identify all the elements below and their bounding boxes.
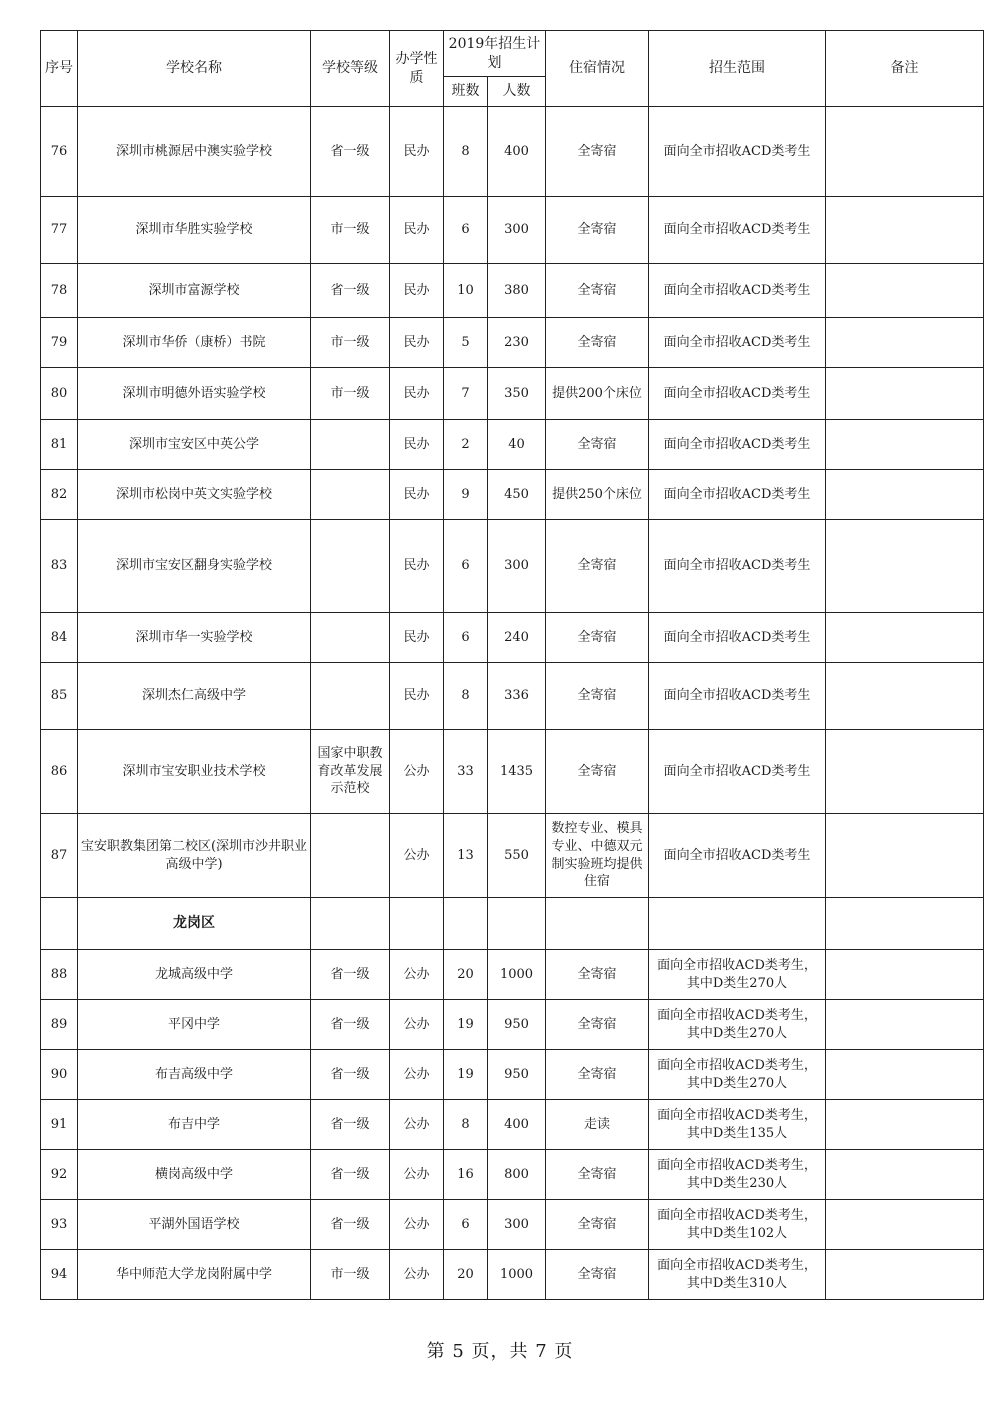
cell-scope: 面向全市招收ACD类考生 bbox=[649, 814, 826, 898]
cell-type: 民办 bbox=[390, 107, 444, 197]
table-row bbox=[41, 420, 984, 470]
cell-notes bbox=[826, 814, 984, 898]
cell-classes: 6 bbox=[444, 520, 488, 613]
table-row bbox=[41, 368, 984, 420]
district-label: 龙岗区 bbox=[78, 898, 311, 950]
cell-level: 省一级 bbox=[311, 950, 390, 1000]
cell-level: 省一级 bbox=[311, 1000, 390, 1050]
cell-students: 400 bbox=[488, 1100, 546, 1150]
cell-type: 民办 bbox=[390, 470, 444, 520]
table-row bbox=[41, 1050, 984, 1100]
cell-housing: 提供200个床位 bbox=[546, 368, 649, 420]
cell-housing: 全寄宿 bbox=[546, 1250, 649, 1300]
cell-classes: 2 bbox=[444, 420, 488, 470]
cell-scope: 面向全市招收ACD类考生 bbox=[649, 264, 826, 318]
cell-housing: 全寄宿 bbox=[546, 197, 649, 264]
cell-name: 深圳市桃源居中澳实验学校 bbox=[78, 107, 311, 197]
cell-housing: 数控专业、模具专业、中德双元制实验班均提供住宿 bbox=[546, 814, 649, 898]
cell-notes bbox=[826, 318, 984, 368]
cell-housing: 全寄宿 bbox=[546, 730, 649, 814]
cell-scope: 面向全市招收ACD类考生 bbox=[649, 663, 826, 730]
cell-students: 950 bbox=[488, 1050, 546, 1100]
cell-notes bbox=[826, 264, 984, 318]
cell-level: 省一级 bbox=[311, 264, 390, 318]
cell-scope: 面向全市招收ACD类考生 bbox=[649, 420, 826, 470]
header-plan: 2019年招生计划 bbox=[444, 31, 546, 77]
cell-students: 300 bbox=[488, 197, 546, 264]
cell-classes: 6 bbox=[444, 197, 488, 264]
header-seq: 序号 bbox=[41, 31, 78, 107]
cell-type: 公办 bbox=[390, 1150, 444, 1200]
cell-seq: 83 bbox=[41, 520, 78, 613]
cell-classes: 5 bbox=[444, 318, 488, 368]
cell-level bbox=[311, 420, 390, 470]
cell-housing: 全寄宿 bbox=[546, 1200, 649, 1250]
cell-type: 民办 bbox=[390, 420, 444, 470]
cell-type: 民办 bbox=[390, 368, 444, 420]
cell-scope: 面向全市招收ACD类考生，其中D类生230人 bbox=[649, 1150, 826, 1200]
cell-seq: 89 bbox=[41, 1000, 78, 1050]
cell-name: 深圳市富源学校 bbox=[78, 264, 311, 318]
cell-level: 省一级 bbox=[311, 1150, 390, 1200]
cell-housing: 全寄宿 bbox=[546, 1050, 649, 1100]
cell-housing: 全寄宿 bbox=[546, 950, 649, 1000]
cell-students: 300 bbox=[488, 1200, 546, 1250]
table-row bbox=[41, 613, 984, 663]
cell-notes bbox=[826, 1200, 984, 1250]
table-row bbox=[41, 520, 984, 613]
cell-seq: 92 bbox=[41, 1150, 78, 1200]
cell-name: 龙城高级中学 bbox=[78, 950, 311, 1000]
cell-classes: 19 bbox=[444, 1000, 488, 1050]
cell-students: 1000 bbox=[488, 1250, 546, 1300]
cell-classes: 10 bbox=[444, 264, 488, 318]
cell-scope: 面向全市招收ACD类考生 bbox=[649, 318, 826, 368]
cell-classes: 6 bbox=[444, 1200, 488, 1250]
cell-seq: 85 bbox=[41, 663, 78, 730]
cell-level bbox=[311, 470, 390, 520]
cell-name: 深圳市宝安区翻身实验学校 bbox=[78, 520, 311, 613]
cell-scope: 面向全市招收ACD类考生 bbox=[649, 730, 826, 814]
cell-name: 深圳杰仁高级中学 bbox=[78, 663, 311, 730]
cell-housing: 全寄宿 bbox=[546, 318, 649, 368]
cell-seq: 93 bbox=[41, 1200, 78, 1250]
cell-name: 布吉中学 bbox=[78, 1100, 311, 1150]
cell-name: 深圳市华侨（康桥）书院 bbox=[78, 318, 311, 368]
header-classes: 班数 bbox=[444, 77, 488, 107]
cell-notes bbox=[826, 420, 984, 470]
table-row bbox=[41, 1000, 984, 1050]
header-students: 人数 bbox=[488, 77, 546, 107]
table-row bbox=[41, 663, 984, 730]
cell-level bbox=[311, 663, 390, 730]
cell-seq: 78 bbox=[41, 264, 78, 318]
cell-level: 省一级 bbox=[311, 1050, 390, 1100]
cell-seq: 91 bbox=[41, 1100, 78, 1150]
cell-scope: 面向全市招收ACD类考生，其中D类生270人 bbox=[649, 1000, 826, 1050]
cell-notes bbox=[826, 950, 984, 1000]
cell-students: 1435 bbox=[488, 730, 546, 814]
cell-notes bbox=[826, 368, 984, 420]
table-row bbox=[41, 814, 984, 898]
table-row bbox=[41, 950, 984, 1000]
table-row bbox=[41, 197, 984, 264]
table-row bbox=[41, 470, 984, 520]
cell-notes bbox=[826, 1050, 984, 1100]
cell-housing: 提供250个床位 bbox=[546, 470, 649, 520]
cell-seq: 80 bbox=[41, 368, 78, 420]
district-section bbox=[41, 898, 984, 950]
cell-level: 省一级 bbox=[311, 1100, 390, 1150]
cell-type: 公办 bbox=[390, 1250, 444, 1300]
cell-students: 550 bbox=[488, 814, 546, 898]
cell-type: 公办 bbox=[390, 1050, 444, 1100]
cell-name: 深圳市宝安职业技术学校 bbox=[78, 730, 311, 814]
cell-notes bbox=[826, 663, 984, 730]
admissions-table bbox=[40, 30, 984, 1300]
district-row bbox=[41, 898, 984, 950]
cell-type: 民办 bbox=[390, 264, 444, 318]
cell-notes bbox=[826, 730, 984, 814]
header-scope: 招生范围 bbox=[649, 31, 826, 107]
cell-seq: 90 bbox=[41, 1050, 78, 1100]
table-row bbox=[41, 1100, 984, 1150]
cell-housing: 全寄宿 bbox=[546, 1000, 649, 1050]
table-row bbox=[41, 318, 984, 368]
cell-housing: 全寄宿 bbox=[546, 663, 649, 730]
cell-students: 380 bbox=[488, 264, 546, 318]
cell-type: 民办 bbox=[390, 663, 444, 730]
cell-name: 深圳市松岗中英文实验学校 bbox=[78, 470, 311, 520]
cell-level bbox=[311, 814, 390, 898]
cell-classes: 20 bbox=[444, 1250, 488, 1300]
cell-notes bbox=[826, 1150, 984, 1200]
cell-scope: 面向全市招收ACD类考生 bbox=[649, 520, 826, 613]
cell-students: 350 bbox=[488, 368, 546, 420]
cell-housing: 全寄宿 bbox=[546, 613, 649, 663]
cell-type: 公办 bbox=[390, 730, 444, 814]
cell-level: 省一级 bbox=[311, 107, 390, 197]
cell-name: 深圳市宝安区中英公学 bbox=[78, 420, 311, 470]
cell-scope: 面向全市招收ACD类考生 bbox=[649, 197, 826, 264]
cell-scope: 面向全市招收ACD类考生，其中D类生102人 bbox=[649, 1200, 826, 1250]
cell-students: 300 bbox=[488, 520, 546, 613]
cell-notes bbox=[826, 107, 984, 197]
cell-notes bbox=[826, 613, 984, 663]
cell-seq: 79 bbox=[41, 318, 78, 368]
cell-level: 市一级 bbox=[311, 1250, 390, 1300]
cell-type: 公办 bbox=[390, 814, 444, 898]
header-row bbox=[41, 31, 984, 77]
cell-housing: 全寄宿 bbox=[546, 264, 649, 318]
cell-classes: 9 bbox=[444, 470, 488, 520]
page-footer: 第 5 页，共 7 页 bbox=[426, 1341, 574, 1362]
header-notes: 备注 bbox=[826, 31, 984, 107]
cell-name: 深圳市华一实验学校 bbox=[78, 613, 311, 663]
cell-seq: 76 bbox=[41, 107, 78, 197]
cell-name: 平湖外国语学校 bbox=[78, 1200, 311, 1250]
cell-scope: 面向全市招收ACD类考生 bbox=[649, 107, 826, 197]
cell-housing: 走读 bbox=[546, 1100, 649, 1150]
cell-students: 230 bbox=[488, 318, 546, 368]
cell-students: 450 bbox=[488, 470, 546, 520]
cell-seq: 88 bbox=[41, 950, 78, 1000]
cell-level bbox=[311, 613, 390, 663]
cell-students: 950 bbox=[488, 1000, 546, 1050]
cell-level: 国家中职教育改革发展示范校 bbox=[311, 730, 390, 814]
cell-type: 公办 bbox=[390, 1100, 444, 1150]
cell-classes: 6 bbox=[444, 613, 488, 663]
cell-seq: 87 bbox=[41, 814, 78, 898]
cell-level: 市一级 bbox=[311, 318, 390, 368]
cell-scope: 面向全市招收ACD类考生，其中D类生270人 bbox=[649, 950, 826, 1000]
header-level: 学校等级 bbox=[311, 31, 390, 107]
cell-level: 市一级 bbox=[311, 197, 390, 264]
cell-notes bbox=[826, 470, 984, 520]
cell-scope: 面向全市招收ACD类考生 bbox=[649, 368, 826, 420]
cell-classes: 20 bbox=[444, 950, 488, 1000]
cell-name: 宝安职教集团第二校区(深圳市沙井职业高级中学) bbox=[78, 814, 311, 898]
cell-students: 1000 bbox=[488, 950, 546, 1000]
cell-notes bbox=[826, 520, 984, 613]
table-row bbox=[41, 1250, 984, 1300]
cell-notes bbox=[826, 1000, 984, 1050]
cell-classes: 8 bbox=[444, 107, 488, 197]
cell-notes bbox=[826, 197, 984, 264]
cell-type: 民办 bbox=[390, 520, 444, 613]
table-row bbox=[41, 1150, 984, 1200]
table-row bbox=[41, 107, 984, 197]
cell-classes: 8 bbox=[444, 663, 488, 730]
cell-students: 800 bbox=[488, 1150, 546, 1200]
cell-classes: 16 bbox=[444, 1150, 488, 1200]
cell-housing: 全寄宿 bbox=[546, 1150, 649, 1200]
cell-level bbox=[311, 520, 390, 613]
cell-seq: 94 bbox=[41, 1250, 78, 1300]
cell-level: 市一级 bbox=[311, 368, 390, 420]
cell-students: 40 bbox=[488, 420, 546, 470]
header-housing: 住宿情况 bbox=[546, 31, 649, 107]
table-row bbox=[41, 1200, 984, 1250]
cell-classes: 13 bbox=[444, 814, 488, 898]
cell-classes: 7 bbox=[444, 368, 488, 420]
cell-type: 民办 bbox=[390, 318, 444, 368]
cell-notes bbox=[826, 1250, 984, 1300]
cell-name: 华中师范大学龙岗附属中学 bbox=[78, 1250, 311, 1300]
cell-type: 公办 bbox=[390, 950, 444, 1000]
table-body-b bbox=[41, 950, 984, 1300]
cell-students: 240 bbox=[488, 613, 546, 663]
cell-level: 省一级 bbox=[311, 1200, 390, 1250]
cell-students: 400 bbox=[488, 107, 546, 197]
cell-type: 公办 bbox=[390, 1200, 444, 1250]
cell-name: 深圳市明德外语实验学校 bbox=[78, 368, 311, 420]
header-name: 学校名称 bbox=[78, 31, 311, 107]
cell-seq: 84 bbox=[41, 613, 78, 663]
cell-seq: 82 bbox=[41, 470, 78, 520]
cell-type: 民办 bbox=[390, 197, 444, 264]
cell-housing: 全寄宿 bbox=[546, 420, 649, 470]
cell-seq: 86 bbox=[41, 730, 78, 814]
cell-housing: 全寄宿 bbox=[546, 107, 649, 197]
table-body-a bbox=[41, 107, 984, 898]
cell-scope: 面向全市招收ACD类考生 bbox=[649, 613, 826, 663]
cell-students: 336 bbox=[488, 663, 546, 730]
cell-notes bbox=[826, 1100, 984, 1150]
cell-name: 深圳市华胜实验学校 bbox=[78, 197, 311, 264]
cell-scope: 面向全市招收ACD类考生，其中D类生135人 bbox=[649, 1100, 826, 1150]
cell-scope: 面向全市招收ACD类考生，其中D类生310人 bbox=[649, 1250, 826, 1300]
table-row bbox=[41, 264, 984, 318]
header-type: 办学性质 bbox=[390, 31, 444, 107]
cell-scope: 面向全市招收ACD类考生 bbox=[649, 470, 826, 520]
cell-type: 民办 bbox=[390, 613, 444, 663]
cell-scope: 面向全市招收ACD类考生，其中D类生270人 bbox=[649, 1050, 826, 1100]
cell-classes: 33 bbox=[444, 730, 488, 814]
cell-classes: 8 bbox=[444, 1100, 488, 1150]
table-row bbox=[41, 730, 984, 814]
cell-seq: 81 bbox=[41, 420, 78, 470]
cell-seq: 77 bbox=[41, 197, 78, 264]
cell-housing: 全寄宿 bbox=[546, 520, 649, 613]
cell-name: 平冈中学 bbox=[78, 1000, 311, 1050]
cell-type: 公办 bbox=[390, 1000, 444, 1050]
cell-name: 横岗高级中学 bbox=[78, 1150, 311, 1200]
cell-name: 布吉高级中学 bbox=[78, 1050, 311, 1100]
cell-classes: 19 bbox=[444, 1050, 488, 1100]
